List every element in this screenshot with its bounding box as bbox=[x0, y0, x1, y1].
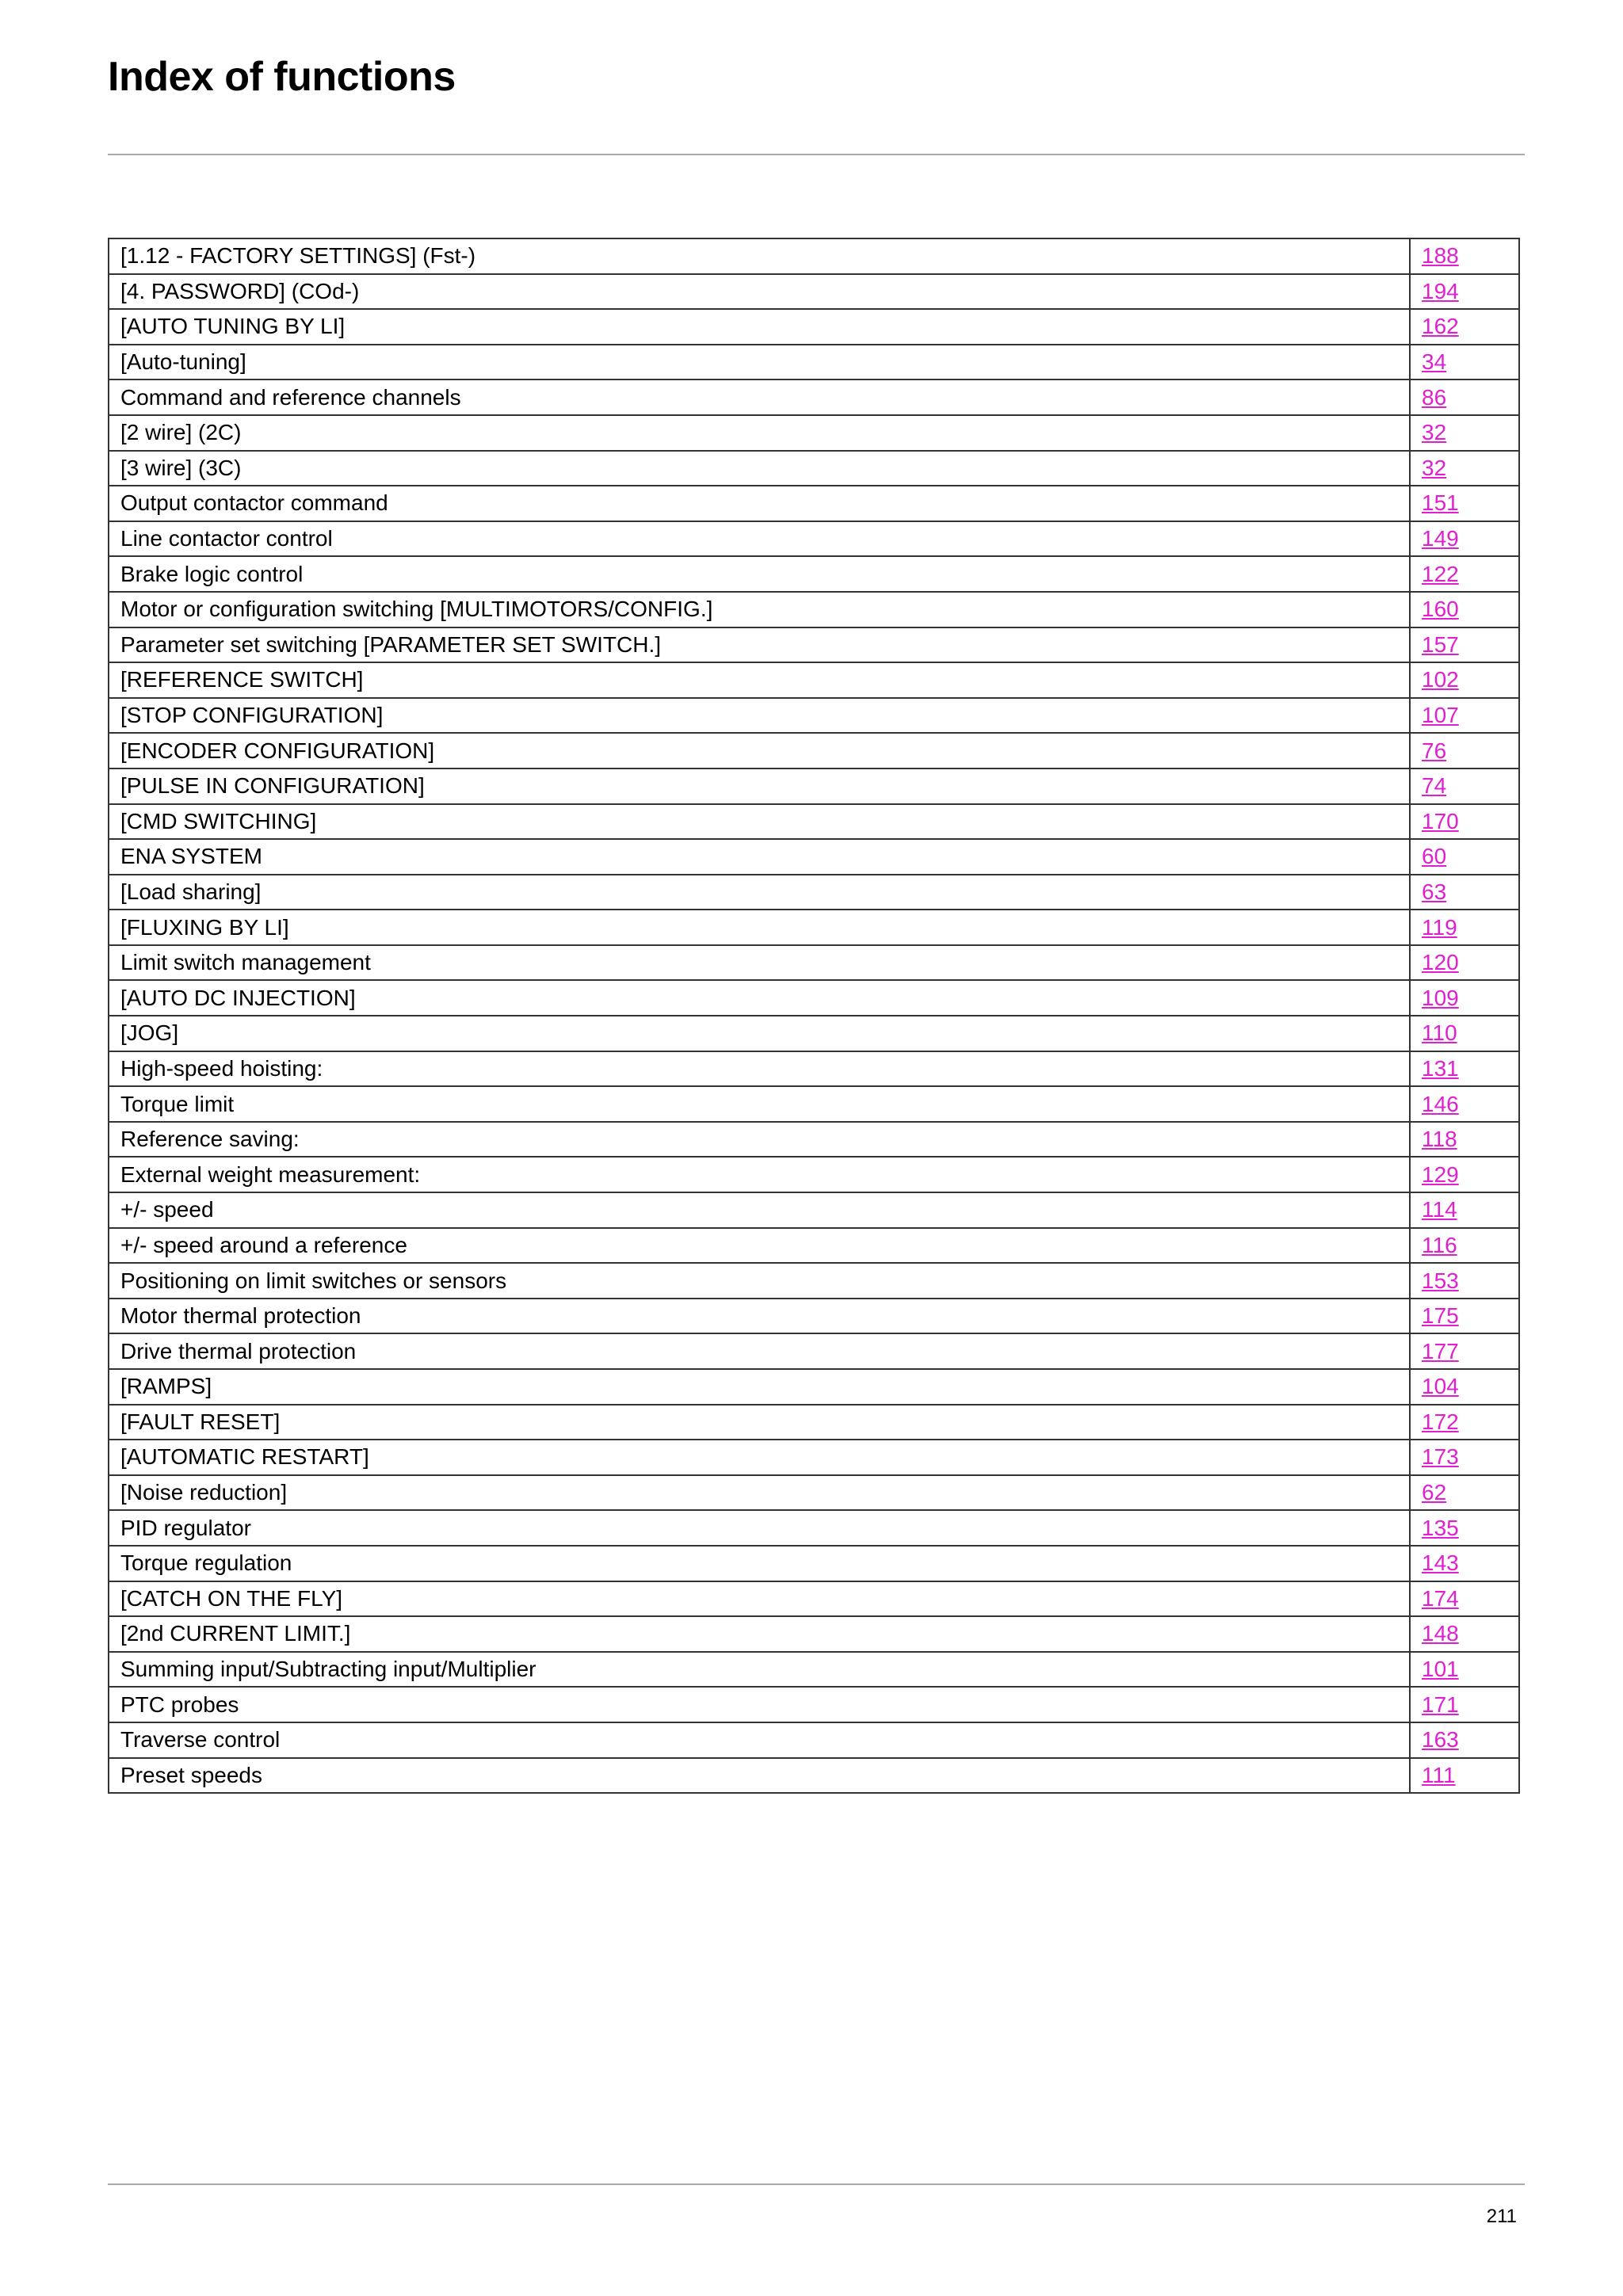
table-row bbox=[109, 1510, 1519, 1546]
table-row bbox=[109, 521, 1519, 557]
page-reference-cell bbox=[1410, 1122, 1519, 1158]
table-row bbox=[109, 910, 1519, 945]
page-reference-cell bbox=[1410, 733, 1519, 769]
function-name: Line contactor control bbox=[109, 521, 1410, 557]
table-row bbox=[109, 1546, 1519, 1581]
page-reference-cell bbox=[1410, 1263, 1519, 1299]
page-link[interactable]: 60 bbox=[1422, 844, 1447, 869]
table-row bbox=[109, 945, 1519, 981]
page-reference-cell bbox=[1410, 486, 1519, 521]
table-row bbox=[109, 804, 1519, 840]
function-name: [1.12 - FACTORY SETTINGS] (Fst-) bbox=[109, 238, 1410, 274]
function-name: Summing input/Subtracting input/Multiplier bbox=[109, 1652, 1410, 1688]
page-title: Index of functions bbox=[108, 54, 456, 100]
page-reference-cell bbox=[1410, 379, 1519, 415]
table-row bbox=[109, 733, 1519, 769]
page-reference-cell bbox=[1410, 521, 1519, 557]
page-link[interactable]: 119 bbox=[1422, 914, 1457, 940]
table-row bbox=[109, 769, 1519, 804]
page-link[interactable]: 149 bbox=[1422, 526, 1459, 551]
page-link[interactable]: 177 bbox=[1422, 1338, 1459, 1363]
page-reference-cell bbox=[1410, 1299, 1519, 1334]
function-name: [ENCODER CONFIGURATION] bbox=[109, 733, 1410, 769]
table-row bbox=[109, 1405, 1519, 1440]
page-link[interactable]: 188 bbox=[1422, 243, 1459, 269]
page-link[interactable]: 157 bbox=[1422, 631, 1459, 657]
table-row bbox=[109, 1157, 1519, 1192]
page-reference-cell bbox=[1410, 662, 1519, 698]
function-name: PTC probes bbox=[109, 1687, 1410, 1722]
function-index-table bbox=[108, 238, 1520, 1794]
page-reference-cell bbox=[1410, 1369, 1519, 1405]
function-index-body bbox=[109, 238, 1519, 1793]
page-link[interactable]: 135 bbox=[1422, 1515, 1459, 1540]
function-name: [AUTO DC INJECTION] bbox=[109, 980, 1410, 1016]
page-reference-cell bbox=[1410, 309, 1519, 345]
page-link[interactable]: 129 bbox=[1422, 1161, 1459, 1187]
function-name: Reference saving: bbox=[109, 1122, 1410, 1158]
table-row bbox=[109, 1192, 1519, 1228]
footer-divider bbox=[108, 2183, 1525, 2185]
function-name: [2 wire] (2C) bbox=[109, 415, 1410, 451]
table-row bbox=[109, 1086, 1519, 1122]
function-name: PID regulator bbox=[109, 1510, 1410, 1546]
table-row bbox=[109, 1122, 1519, 1158]
page-reference-cell bbox=[1410, 238, 1519, 274]
page-reference-cell bbox=[1410, 274, 1519, 310]
page-link[interactable]: 143 bbox=[1422, 1550, 1459, 1576]
page-link[interactable]: 86 bbox=[1422, 384, 1447, 410]
page-link[interactable]: 120 bbox=[1422, 950, 1459, 975]
page-link[interactable]: 148 bbox=[1422, 1621, 1459, 1646]
page-reference-cell bbox=[1410, 627, 1519, 663]
table-row bbox=[109, 1722, 1519, 1758]
page-link[interactable]: 171 bbox=[1422, 1691, 1459, 1717]
table-row bbox=[109, 875, 1519, 910]
table-row bbox=[109, 1051, 1519, 1087]
page-link[interactable]: 163 bbox=[1422, 1727, 1459, 1753]
function-name: Torque limit bbox=[109, 1086, 1410, 1122]
table-row bbox=[109, 274, 1519, 310]
page-link[interactable]: 32 bbox=[1422, 455, 1447, 480]
page-reference-cell bbox=[1410, 1475, 1519, 1511]
table-row bbox=[109, 1616, 1519, 1652]
page-reference-cell bbox=[1410, 1652, 1519, 1688]
function-name: Command and reference channels bbox=[109, 379, 1410, 415]
function-name: [AUTOMATIC RESTART] bbox=[109, 1440, 1410, 1475]
page-reference-cell bbox=[1410, 345, 1519, 380]
page-reference-cell bbox=[1410, 1333, 1519, 1369]
page-link[interactable]: 110 bbox=[1422, 1020, 1457, 1046]
page-link[interactable]: 63 bbox=[1422, 879, 1447, 904]
function-name: Preset speeds bbox=[109, 1758, 1410, 1794]
table-row bbox=[109, 415, 1519, 451]
page-link[interactable]: 122 bbox=[1422, 561, 1459, 586]
page-reference-cell bbox=[1410, 1758, 1519, 1794]
function-name: +/- speed around a reference bbox=[109, 1228, 1410, 1264]
page-reference-cell bbox=[1410, 1510, 1519, 1546]
function-name: Output contactor command bbox=[109, 486, 1410, 521]
page-reference-cell bbox=[1410, 1051, 1519, 1087]
page-link[interactable]: 62 bbox=[1422, 1480, 1447, 1505]
page-link[interactable]: 151 bbox=[1422, 490, 1459, 516]
page-link[interactable]: 153 bbox=[1422, 1268, 1459, 1293]
table-row bbox=[109, 1475, 1519, 1511]
function-name: [Noise reduction] bbox=[109, 1475, 1410, 1511]
page-reference-cell bbox=[1410, 769, 1519, 804]
page-link[interactable]: 114 bbox=[1422, 1197, 1457, 1222]
function-name: Positioning on limit switches or sensors bbox=[109, 1263, 1410, 1299]
function-name: ENA SYSTEM bbox=[109, 839, 1410, 875]
page-reference-cell bbox=[1410, 804, 1519, 840]
table-row bbox=[109, 345, 1519, 380]
table-row bbox=[109, 839, 1519, 875]
page-link[interactable]: 131 bbox=[1422, 1055, 1459, 1081]
page-link[interactable]: 101 bbox=[1422, 1657, 1459, 1682]
table-row bbox=[109, 486, 1519, 521]
page-link[interactable]: 102 bbox=[1422, 667, 1459, 692]
page-reference-cell bbox=[1410, 910, 1519, 945]
table-row bbox=[109, 980, 1519, 1016]
page-reference-cell bbox=[1410, 1086, 1519, 1122]
function-name: Traverse control bbox=[109, 1722, 1410, 1758]
page-link[interactable]: 162 bbox=[1422, 314, 1459, 339]
page-reference-cell bbox=[1410, 945, 1519, 981]
page-reference-cell bbox=[1410, 1546, 1519, 1581]
header-divider bbox=[108, 154, 1525, 155]
page-reference-cell bbox=[1410, 1616, 1519, 1652]
table-row bbox=[109, 1016, 1519, 1051]
function-name: [3 wire] (3C) bbox=[109, 451, 1410, 486]
function-name: Motor thermal protection bbox=[109, 1299, 1410, 1334]
table-row bbox=[109, 379, 1519, 415]
function-name: External weight measurement: bbox=[109, 1157, 1410, 1192]
page-link[interactable]: 160 bbox=[1422, 597, 1459, 622]
page-link[interactable]: 111 bbox=[1422, 1762, 1456, 1787]
table-row bbox=[109, 1581, 1519, 1617]
page-link[interactable]: 174 bbox=[1422, 1585, 1459, 1611]
table-row bbox=[109, 309, 1519, 345]
function-name: Parameter set switching [PARAMETER SET SWITCH.] bbox=[109, 627, 1410, 663]
page-link[interactable]: 172 bbox=[1422, 1409, 1459, 1434]
page-link[interactable]: 146 bbox=[1422, 1091, 1459, 1116]
function-name: High-speed hoisting: bbox=[109, 1051, 1410, 1087]
function-name: [2nd CURRENT LIMIT.] bbox=[109, 1616, 1410, 1652]
page-link[interactable]: 107 bbox=[1422, 703, 1459, 728]
function-name: Motor or configuration switching [MULTIMOTORS/CONFIG.] bbox=[109, 592, 1410, 627]
table-row bbox=[109, 698, 1519, 734]
function-name: Drive thermal protection bbox=[109, 1333, 1410, 1369]
table-row bbox=[109, 1263, 1519, 1299]
function-name: Torque regulation bbox=[109, 1546, 1410, 1581]
page-reference-cell bbox=[1410, 1405, 1519, 1440]
page-link[interactable]: 109 bbox=[1422, 985, 1459, 1010]
page-link[interactable]: 194 bbox=[1422, 278, 1459, 303]
table-row bbox=[109, 592, 1519, 627]
function-name: +/- speed bbox=[109, 1192, 1410, 1228]
table-row bbox=[109, 1228, 1519, 1264]
function-name: [Load sharing] bbox=[109, 875, 1410, 910]
table-row bbox=[109, 662, 1519, 698]
page-reference-cell bbox=[1410, 451, 1519, 486]
page-link[interactable]: 175 bbox=[1422, 1303, 1459, 1329]
table-row bbox=[109, 1333, 1519, 1369]
table-row bbox=[109, 1687, 1519, 1722]
function-name: Limit switch management bbox=[109, 945, 1410, 981]
page-link[interactable]: 170 bbox=[1422, 808, 1459, 833]
page-reference-cell bbox=[1410, 980, 1519, 1016]
function-name: [STOP CONFIGURATION] bbox=[109, 698, 1410, 734]
page-link[interactable]: 173 bbox=[1422, 1444, 1459, 1470]
function-name: [PULSE IN CONFIGURATION] bbox=[109, 769, 1410, 804]
function-name: Brake logic control bbox=[109, 556, 1410, 592]
function-name: [RAMPS] bbox=[109, 1369, 1410, 1405]
function-name: [REFERENCE SWITCH] bbox=[109, 662, 1410, 698]
page-reference-cell bbox=[1410, 1581, 1519, 1617]
function-name: [JOG] bbox=[109, 1016, 1410, 1051]
page-reference-cell bbox=[1410, 1440, 1519, 1475]
function-name: [FLUXING BY LI] bbox=[109, 910, 1410, 945]
table-row bbox=[109, 1369, 1519, 1405]
page-reference-cell bbox=[1410, 875, 1519, 910]
page-reference-cell bbox=[1410, 1016, 1519, 1051]
page-reference-cell bbox=[1410, 698, 1519, 734]
function-name: [Auto-tuning] bbox=[109, 345, 1410, 380]
table-row bbox=[109, 1758, 1519, 1794]
page-reference-cell bbox=[1410, 1228, 1519, 1264]
function-name: [AUTO TUNING BY LI] bbox=[109, 309, 1410, 345]
function-name: [4. PASSWORD] (COd-) bbox=[109, 274, 1410, 310]
page-reference-cell bbox=[1410, 556, 1519, 592]
page-reference-cell bbox=[1410, 592, 1519, 627]
table-row bbox=[109, 556, 1519, 592]
table-row bbox=[109, 1652, 1519, 1688]
page-reference-cell bbox=[1410, 1192, 1519, 1228]
page-reference-cell bbox=[1410, 415, 1519, 451]
page-link[interactable]: 104 bbox=[1422, 1374, 1459, 1399]
page-link[interactable]: 32 bbox=[1422, 420, 1447, 445]
page-reference-cell bbox=[1410, 1157, 1519, 1192]
page-number: 211 bbox=[1486, 2206, 1517, 2227]
table-row bbox=[109, 1299, 1519, 1334]
table-row bbox=[109, 451, 1519, 486]
page-reference-cell bbox=[1410, 1722, 1519, 1758]
page-link[interactable]: 74 bbox=[1422, 773, 1447, 799]
table-row bbox=[109, 238, 1519, 274]
table-row bbox=[109, 1440, 1519, 1475]
page-link[interactable]: 118 bbox=[1422, 1127, 1457, 1152]
page-link[interactable]: 76 bbox=[1422, 738, 1447, 763]
function-name: [CMD SWITCHING] bbox=[109, 804, 1410, 840]
page-link[interactable]: 34 bbox=[1422, 349, 1447, 375]
page-reference-cell bbox=[1410, 1687, 1519, 1722]
table-row bbox=[109, 627, 1519, 663]
function-name: [CATCH ON THE FLY] bbox=[109, 1581, 1410, 1617]
page-reference-cell bbox=[1410, 839, 1519, 875]
function-name: [FAULT RESET] bbox=[109, 1405, 1410, 1440]
page-link[interactable]: 116 bbox=[1422, 1232, 1457, 1257]
